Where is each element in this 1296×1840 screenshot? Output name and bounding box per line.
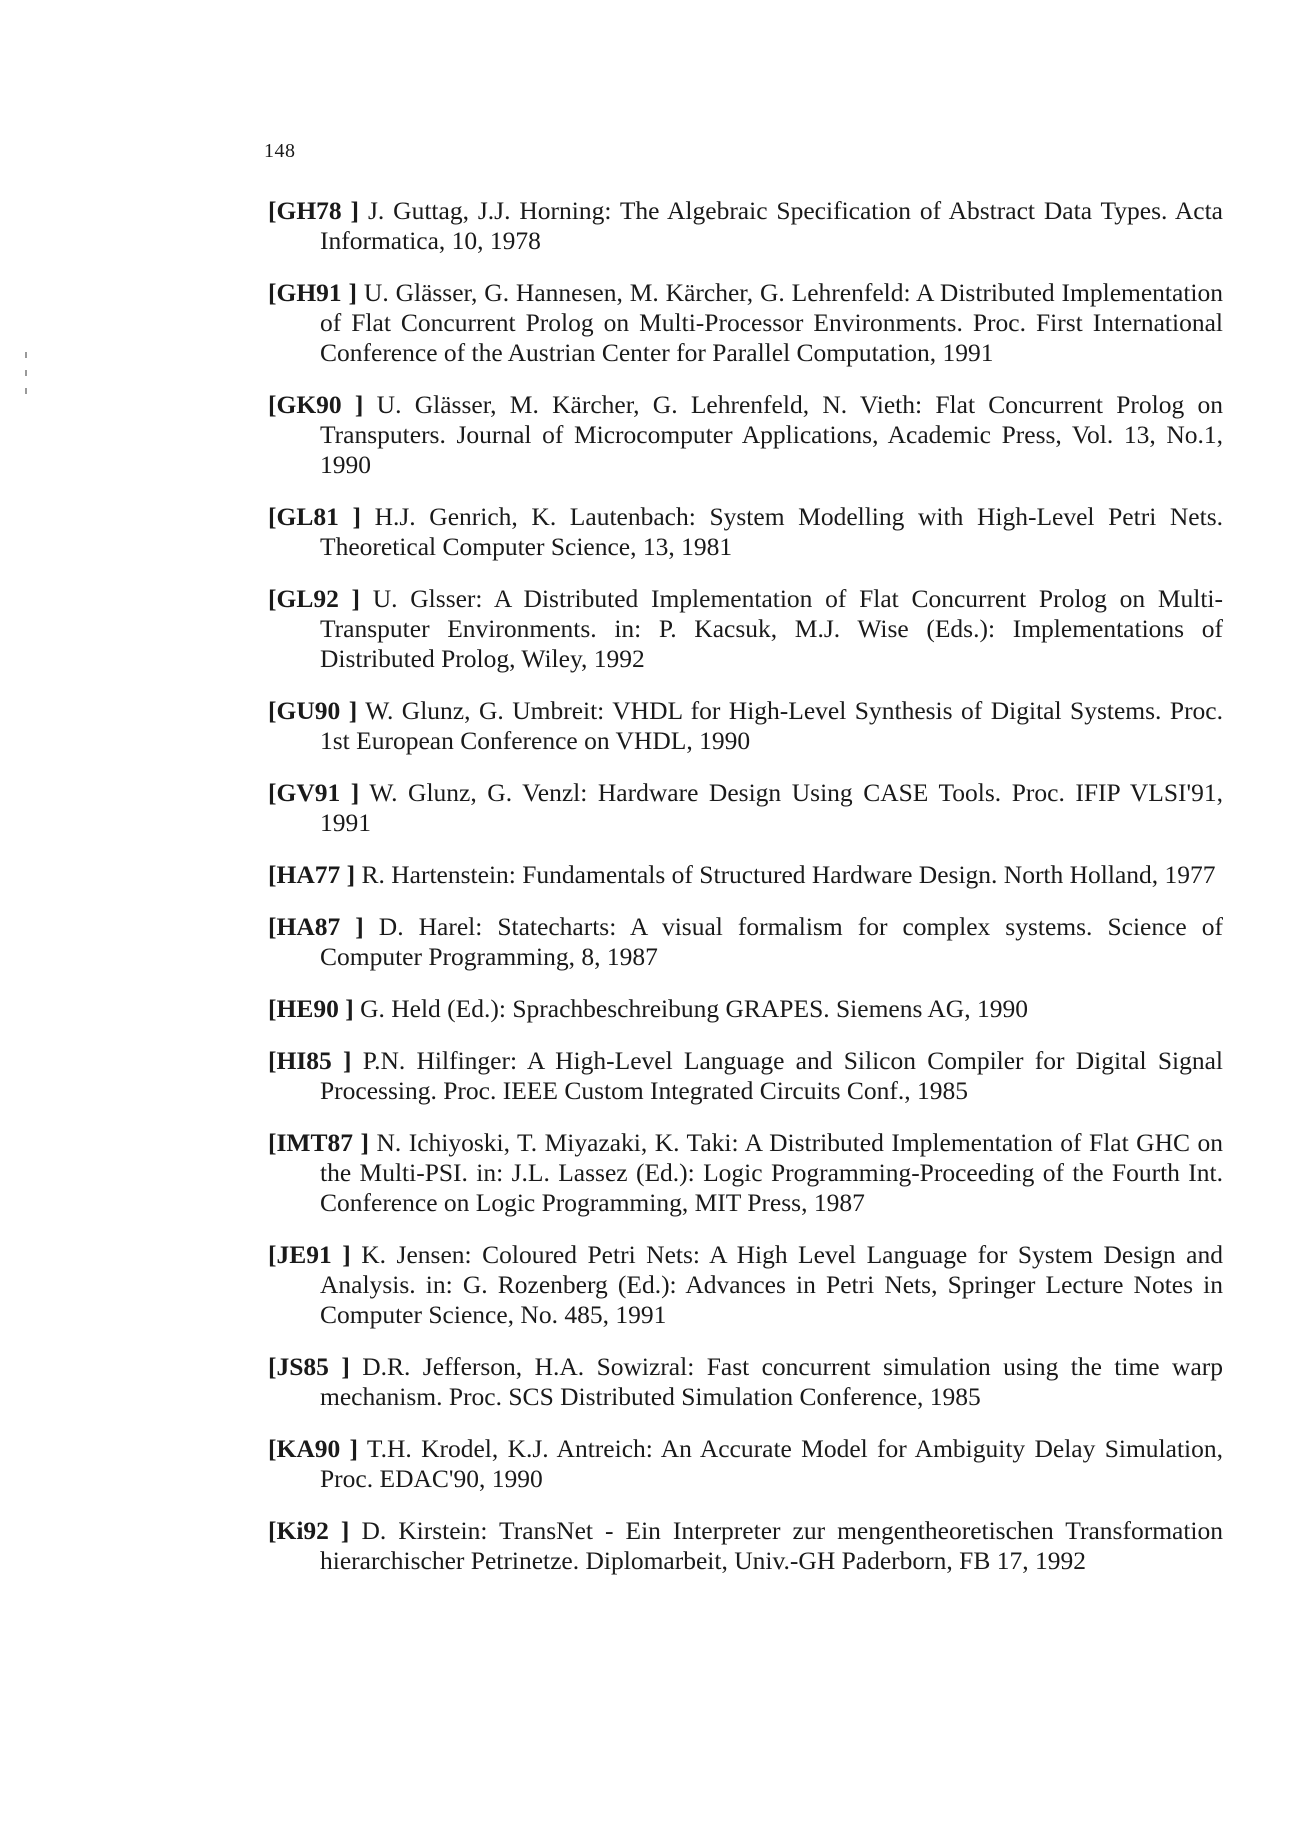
margin-marks [24, 352, 28, 412]
reference-text: D. Kirstein: TransNet - Ein Interpreter zur mengentheoretischen Transformation hierarchischer Petrinetze. Diplomarbeit, Univ.-GH Paderborn, FB 17, 1992 [320, 1516, 1224, 1575]
reference-key: [IMT87 ] [268, 1128, 369, 1157]
reference-key: [GH91 ] [268, 278, 358, 307]
reference-text: U. Glässer, M. Kärcher, G. Lehrenfeld, N. Vieth: Flat Concurrent Prolog on Transputers. Journal of Microcomputer Applications, Academic Press, Vol. 13, No.1, 1990 [320, 390, 1224, 479]
reference-entry [268, 1352, 1223, 1412]
reference-key: [GL92 ] [268, 584, 361, 613]
reference-key: [GK90 ] [268, 390, 364, 419]
reference-key: [JS85 ] [268, 1352, 350, 1381]
reference-entry [268, 1240, 1223, 1330]
reference-key: [Ki92 ] [268, 1516, 350, 1545]
reference-text: W. Glunz, G. Umbreit: VHDL for High-Level Synthesis of Digital Systems. Proc. 1st European Conference on VHDL, 1990 [320, 696, 1223, 755]
reference-text: U. Glässer, G. Hannesen, M. Kärcher, G. Lehrenfeld: A Distributed Implementation of Flat Concurrent Prolog on Multi-Processor Environments. Proc. First International Conference of the Austrian Center for Parallel Computation, 1991 [320, 278, 1223, 367]
reference-entry [268, 1516, 1223, 1576]
reference-text: U. Glsser: A Distributed Implementation of Flat Concurrent Prolog on Multi-Transputer Environments. in: P. Kacsuk, M.J. Wise (Eds.): Implementations of Distributed Prolog, Wiley, 1992 [320, 584, 1224, 673]
reference-text: D.R. Jefferson, H.A. Sowizral: Fast concurrent simulation using the time warp mechanism. Proc. SCS Distributed Simulation Conference, 1985 [320, 1352, 1224, 1411]
reference-text: H.J. Genrich, K. Lautenbach: System Modelling with High-Level Petri Nets. Theoretical Computer Science, 13, 1981 [320, 502, 1224, 561]
reference-entry [268, 1128, 1223, 1218]
reference-key: [HI85 ] [268, 1046, 352, 1075]
reference-key: [GH78 ] [268, 196, 360, 225]
reference-entry [268, 584, 1223, 674]
reference-key: [GV91 ] [268, 778, 360, 807]
reference-entry [268, 390, 1223, 480]
reference-text: J. Guttag, J.J. Horning: The Algebraic Specification of Abstract Data Types. Acta Informatica, 10, 1978 [320, 196, 1224, 255]
reference-text: W. Glunz, G. Venzl: Hardware Design Using CASE Tools. Proc. IFIP VLSI'91, 1991 [320, 778, 1224, 837]
reference-key: [GL81 ] [268, 502, 361, 531]
reference-text: G. Held (Ed.): Sprachbeschreibung GRAPES. Siemens AG, 1990 [360, 994, 1028, 1023]
reference-entry [268, 778, 1223, 838]
reference-list [268, 196, 1223, 1598]
reference-key: [JE91 ] [268, 1240, 351, 1269]
reference-key: [KA90 ] [268, 1434, 359, 1463]
margin-mark [25, 370, 27, 376]
reference-entry [268, 196, 1223, 256]
reference-entry [268, 502, 1223, 562]
reference-entry [268, 1434, 1223, 1494]
reference-key: [HA87 ] [268, 912, 364, 941]
margin-mark [25, 388, 27, 394]
reference-entry [268, 1046, 1223, 1106]
reference-key: [HA77 ] [268, 860, 356, 889]
page-number: 148 [264, 140, 296, 162]
reference-entry [268, 994, 1223, 1024]
reference-text: P.N. Hilfinger: A High-Level Language and Silicon Compiler for Digital Signal Processing. Proc. IEEE Custom Integrated Circuits Conf., 1985 [320, 1046, 1223, 1105]
reference-key: [HE90 ] [268, 994, 354, 1023]
reference-text: T.H. Krodel, K.J. Antreich: An Accurate Model for Ambiguity Delay Simulation, Proc. EDAC'90, 1990 [320, 1434, 1223, 1493]
reference-entry [268, 860, 1223, 890]
reference-entry [268, 278, 1223, 368]
reference-text: R. Hartenstein: Fundamentals of Structured Hardware Design. North Holland, 1977 [361, 860, 1216, 889]
reference-key: [GU90 ] [268, 696, 358, 725]
reference-entry [268, 696, 1223, 756]
reference-entry [268, 912, 1223, 972]
reference-text: K. Jensen: Coloured Petri Nets: A High Level Language for System Design and Analysis. in: G. Rozenberg (Ed.): Advances in Petri Nets, Springer Lecture Notes in Computer Science, No. 485, 1991 [320, 1240, 1223, 1329]
reference-text: D. Harel: Statecharts: A visual formalism for complex systems. Science of Computer Programming, 8, 1987 [320, 912, 1224, 971]
reference-text: N. Ichiyoski, T. Miyazaki, K. Taki: A Distributed Implementation of Flat GHC on the Multi-PSI. in: J.L. Lassez (Ed.): Logic Programming-Proceeding of the Fourth Int. Conference on Logic Programming, MIT Press, 1987 [320, 1128, 1223, 1217]
margin-mark [25, 352, 27, 358]
